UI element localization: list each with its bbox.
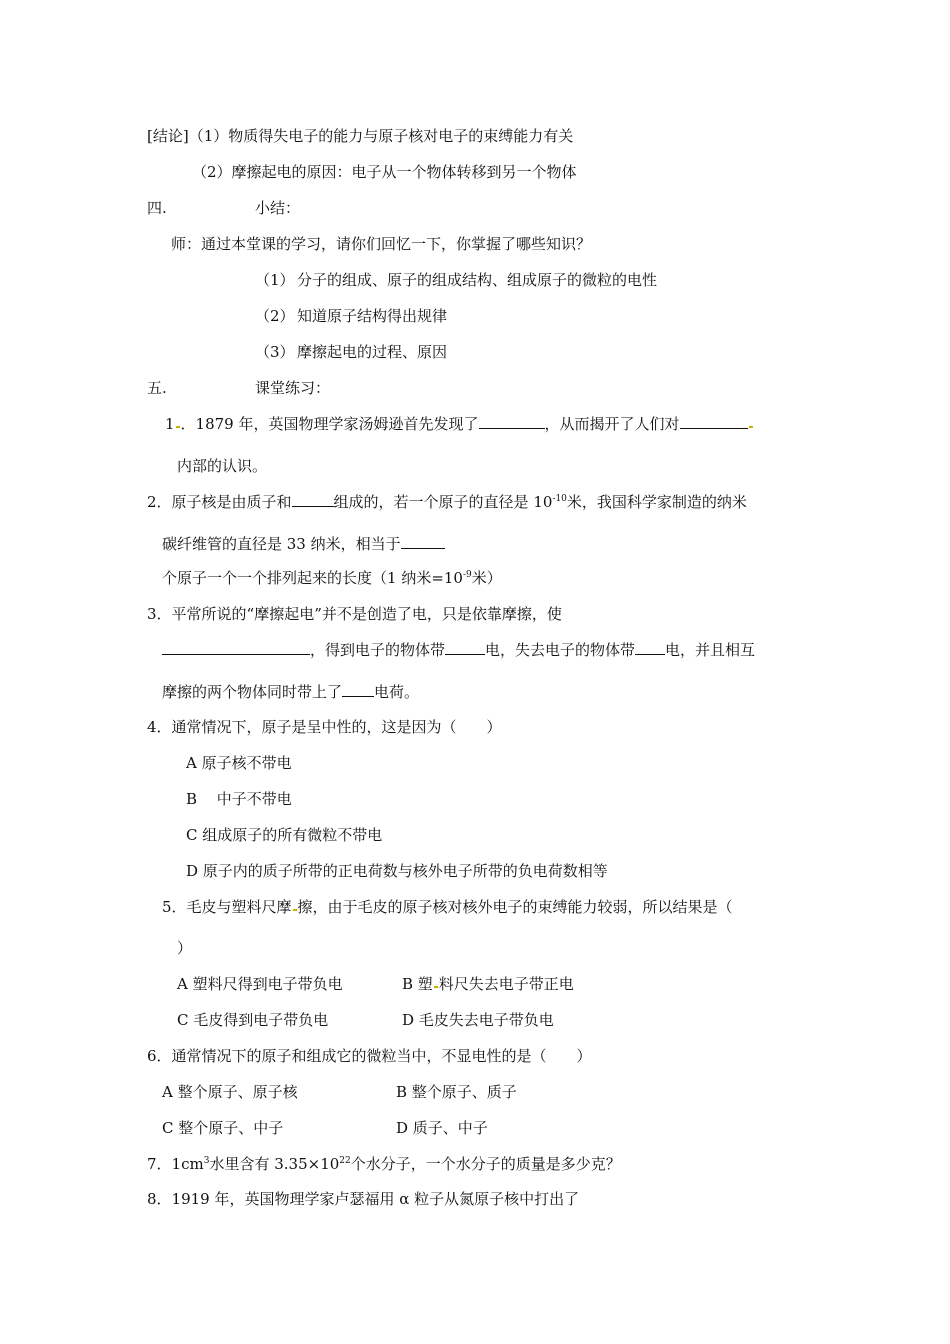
question-2-line-3 [162,568,502,588]
question-6-stem: 6．通常情况下的原子和组成它的微粒当中，不显电性的是（ ） [147,1047,592,1065]
question-4-option-c: C 组成原子的所有微粒不带电 [186,826,383,844]
edit-mark [176,426,180,428]
answer-blank[interactable] [680,414,748,429]
question-6-option-b: B 整个原子、质子 [396,1083,517,1101]
question-2-text-b: 组成的，若一个原子的直径是 10 [333,493,553,511]
question-3-text-f: 电荷。 [374,683,420,701]
edit-mark [293,909,297,911]
question-3-text-b: ，得到电子的物体带 [310,641,446,659]
question-6-option-d: D 质子、中子 [396,1119,488,1137]
question-5-option-c: C 毛皮得到电子带负电 [177,1011,329,1029]
question-1 [165,414,754,434]
question-4-stem: 4．通常情况下，原子是呈中性的，这是因为（ ） [147,718,502,736]
summary-item-1-number: （1） [255,271,295,289]
exponent: 3 [203,1156,210,1166]
edit-mark [434,986,438,988]
question-3-text-a: 3．平常所说的“摩擦起电”并不是创造了电，只是依靠摩擦，使 [147,605,562,623]
question-5-stem [162,897,733,917]
question-1-text-b: ，从而揭开了人们对 [544,415,680,433]
question-5-option-d: D 毛皮失去电子带负电 [402,1011,554,1029]
conclusion-line-2: （2）摩擦起电的原因：电子从一个物体转移到另一个物体 [192,163,577,181]
question-5-stem-b: 擦，由于毛皮的原子核对核外电子的束缚能力较弱，所以结果是（ [297,898,733,916]
question-3-text-d: 电，并且相互 [665,641,756,659]
question-5-option-b [402,974,574,994]
exponent: 22 [339,1156,351,1166]
answer-blank[interactable] [292,492,334,507]
question-1-text-c: 内部的认识。 [177,457,268,475]
question-7-text-a: 7．1cm [147,1155,204,1173]
question-6-option-a: A 整个原子、原子核 [162,1083,298,1101]
question-4-option-d: D 原子内的质子所带的正电荷数与核外电子所带的负电荷数相等 [186,862,608,880]
section-4-number: 四. [147,199,167,217]
section-4-title: 小结： [255,199,301,217]
question-2 [147,492,747,512]
teacher-question: 师：通过本堂课的学习，请你们回忆一下，你掌握了哪些知识？ [171,235,592,253]
answer-blank[interactable] [479,414,545,429]
answer-blank[interactable] [401,534,445,549]
question-2-text-e: 个原子一个一个排列起来的长度（1 纳米=10 [162,569,463,587]
conclusion-line-1: [结论]（1）物质得失电子的能力与原子核对电子的束缚能力有关 [147,127,574,145]
question-4-option-a: A 原子核不带电 [186,754,292,772]
edit-mark [749,426,753,428]
question-7-text-b: 水里含有 3.35×10 [209,1155,340,1173]
question-5-stem-a: 5．毛皮与塑料尺摩 [162,898,292,916]
question-2-line-2 [162,534,445,554]
question-7-text-c: 个水分子，一个水分子的质量是多少克？ [350,1155,621,1173]
question-3-text-c: 电，失去电子的物体带 [485,641,636,659]
question-5-option-a: A 塑料尺得到电子带负电 [177,975,343,993]
question-1-number: 1 [165,415,175,433]
question-3-text-e: 摩擦的两个物体同时带上了 [162,683,343,701]
question-2-text-f: 米） [471,569,502,587]
question-2-text-d: 碳纤维管的直径是 33 纳米，相当于 [162,535,401,553]
question-5-option-b-a: B 塑 [402,975,433,993]
summary-item-2-number: （2） [255,307,295,325]
question-3-line-3 [162,682,419,702]
question-2-text-c: 米，我国科学家制造的纳米 [566,493,747,511]
answer-blank[interactable] [635,640,665,655]
answer-blank[interactable] [445,640,485,655]
section-5-number: 五. [147,379,167,397]
question-4-option-b: B 中子不带电 [186,790,292,808]
exponent: -10 [552,494,567,504]
question-5-option-b-b: 料尺失去电子带正电 [438,975,574,993]
summary-item-3-number: （3） [255,343,295,361]
exponent: -9 [462,570,472,580]
summary-item-2-text: 知道原子结构得出规律 [297,307,448,325]
summary-item-3-text: 摩擦起电的过程、原因 [297,343,448,361]
summary-item-1-text: 分子的组成、原子的组成结构、组成原子的微粒的电性 [297,271,658,289]
question-1-text-a: ．1879 年，英国物理学家汤姆逊首先发现了 [180,415,479,433]
question-2-text-a: 2．原子核是由质子和 [147,493,292,511]
question-7 [147,1154,621,1174]
question-8: 8．1919 年，英国物理学家卢瑟福用 α 粒子从氮原子核中打出了 [147,1190,580,1208]
answer-blank[interactable] [162,640,310,655]
question-3-line-2 [162,640,755,660]
section-5-title: 课堂练习： [255,379,331,397]
question-5-stem-end: ） [177,939,193,957]
answer-blank[interactable] [342,682,374,697]
question-6-option-c: C 整个原子、中子 [162,1119,284,1137]
